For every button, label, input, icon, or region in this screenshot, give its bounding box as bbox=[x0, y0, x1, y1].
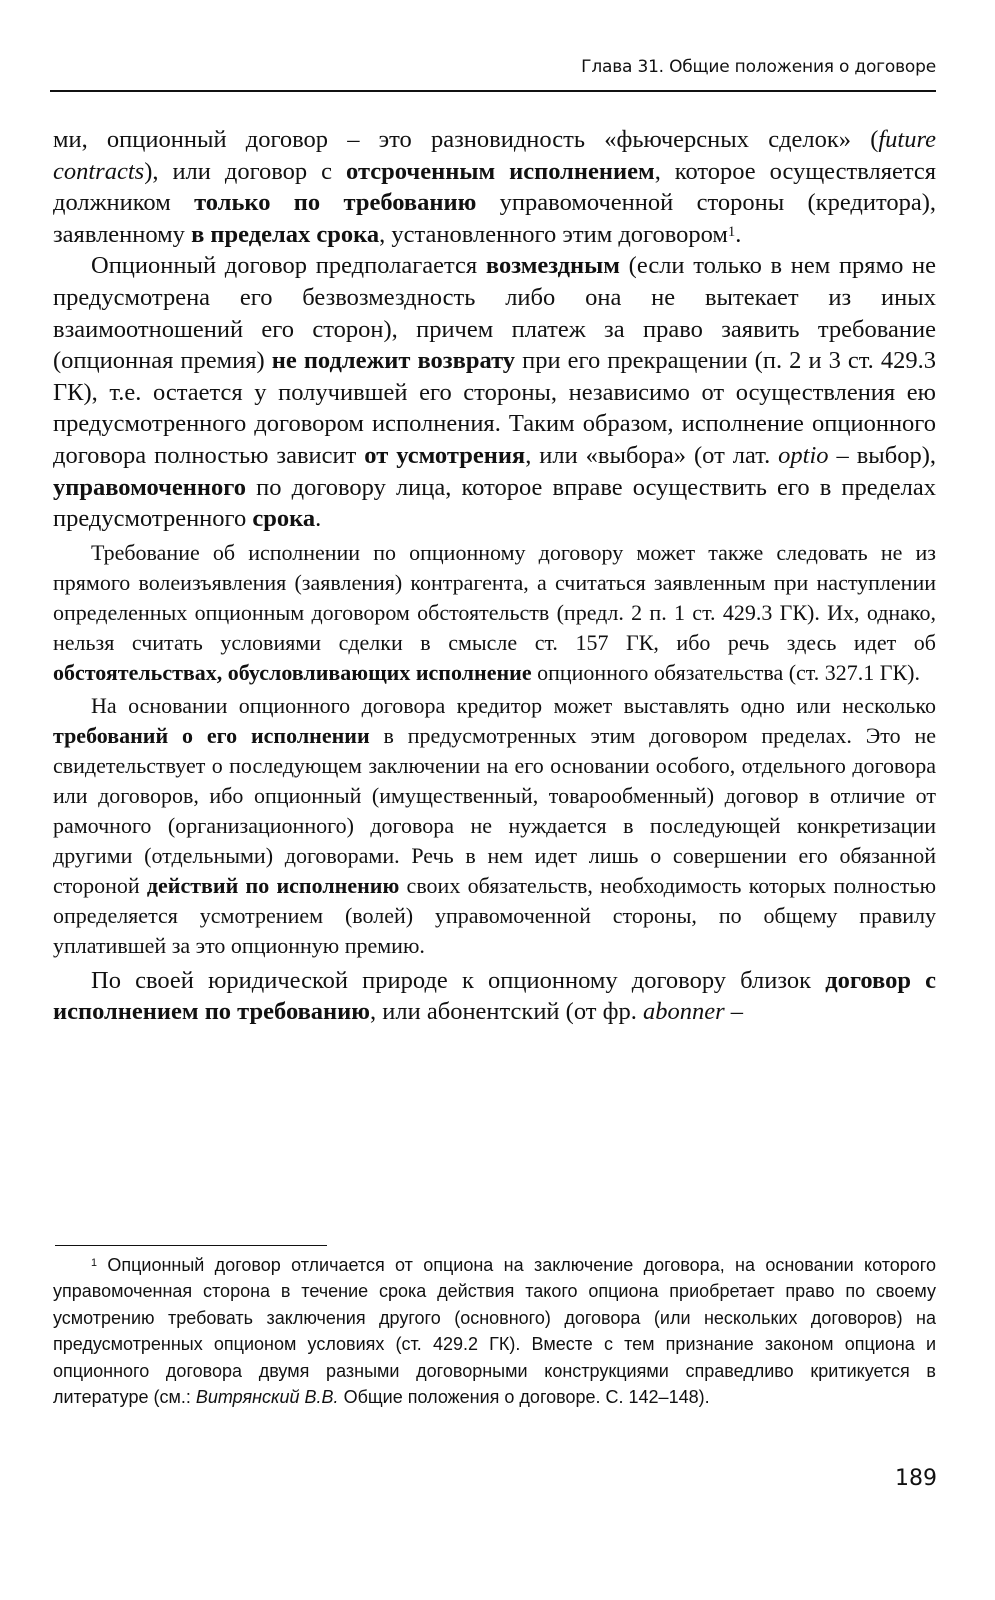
text-run: опционного обязательства (ст. 327.1 ГК). bbox=[531, 659, 920, 685]
running-header: Глава 31. Общие положения о договоре bbox=[581, 57, 936, 77]
header-rule bbox=[50, 90, 936, 92]
bold-term: только по требованию bbox=[194, 189, 477, 217]
paragraph-2 bbox=[53, 250, 936, 534]
italic-term: optio bbox=[778, 441, 829, 469]
bold-term: отсроченным исполнением bbox=[346, 157, 655, 185]
text-run: , или «выбора» (от лат. bbox=[525, 441, 779, 469]
page-number: 189 bbox=[895, 1466, 937, 1491]
footnote-text: Общие положения о договоре. С. 142–148). bbox=[338, 1387, 710, 1408]
text-run: ми, опционный договор – это разновидность «фьючерсных сделок» ( bbox=[53, 126, 879, 153]
bold-term: срока bbox=[252, 505, 316, 533]
text-run: при его прекращении (п. 2 и 3 ст. 429.3 ГК), т.е. остается у получившей его стороны, независимо от осуществления ею предусмотренного договором исполнения. Таким образом, исполнение опционного договора полностью зависит bbox=[53, 347, 936, 469]
footnote-rule bbox=[55, 1245, 327, 1246]
bold-term: не подлежит возврату bbox=[271, 347, 516, 375]
bold-term: требований о его исполнении bbox=[53, 722, 370, 748]
text-run: Опционный договор предполагается bbox=[91, 252, 486, 280]
text-run: – bbox=[724, 998, 744, 1026]
footnote-text: Опционный договор отличается от опциона на заключение договора, на основании которого управомоченная сторона в течение срока действия такого опциона приобретает право по своему усмотрению требовать заключения другого (основного) договора (или нескольких договоров) на предусмотренных опционом условиях (ст. 429.2 ГК). Вместе с тем признание законом опциона и опционного договора двумя разными договорными конструкциями справедливо критикуется в литературе (см.: bbox=[53, 1255, 936, 1408]
text-run: (если только в нем прямо не предусмотрена его безвозмездность либо она не вытекает из иных взаимоотношений его сторон), причем платеж за право заявить требование (опционная премия) bbox=[53, 252, 936, 375]
text-run: по договору лица, которое вправе осуществить его в пределах предусмотренного bbox=[53, 473, 936, 533]
text-run: , или абонентский (от фр. bbox=[370, 998, 643, 1026]
footnote bbox=[53, 1252, 936, 1410]
text-run: управомоченной стороны (кредитора), заявленному bbox=[53, 189, 936, 248]
bold-term: от усмотрения bbox=[364, 441, 526, 469]
footnote-marker: 1 bbox=[91, 1257, 98, 1269]
text-run: , установленного этим договором bbox=[379, 220, 728, 248]
main-text bbox=[53, 124, 936, 1028]
paragraph-1 bbox=[53, 124, 936, 250]
paragraph-3 bbox=[53, 538, 936, 688]
text-run: . bbox=[735, 220, 742, 248]
text-run: . bbox=[315, 505, 322, 533]
text-run: – выбор), bbox=[828, 441, 936, 469]
bold-term: возмездным bbox=[485, 252, 620, 280]
italic-term: future contracts bbox=[53, 126, 936, 185]
text-run: На основании опционного договора кредитор может выставлять одно или несколько bbox=[91, 692, 936, 718]
italic-term: abonner bbox=[642, 998, 725, 1026]
text-run: в предусмотренных этим договором пределах. Это не свидетельствует о последующем заключении на его основании особого, отдельного договора или договоров, ибо опционный (имущественный, товарообменный) договор в отличие от рамочного (организационного) договора не нуждается в последующей конкретизации другими (отдельными) договорами. Речь в нем идет лишь о совершении его обязанной стороной bbox=[53, 722, 936, 898]
text-run: ), или договор с bbox=[144, 157, 347, 185]
bold-term: обстоятельствах, обусловливающих исполнение bbox=[53, 659, 532, 685]
footnote-reference[interactable]: 1 bbox=[727, 223, 736, 240]
bold-term: действий по исполнению bbox=[146, 872, 400, 898]
text-run: Требование об исполнении по опционному договору может также следовать не из прямого волеизъявления (заявления) контрагента, а считаться заявленным при наступлении определенных опционным договором обстоятельств (предл. 2 п. 1 ст. 429.3 ГК). Их, однако, нельзя считать условиями сделки в смысле ст. 157 ГК, ибо речь здесь идет об bbox=[53, 539, 936, 655]
text-run: По своей юридической природе к опционному договору близок bbox=[91, 966, 826, 994]
footnote-author: Витрянский В.В. bbox=[195, 1387, 339, 1408]
text-run: своих обязательств, необходимость которых полностью определяется усмотрением (волей) управомоченной стороны, по общему правилу уплатившей за это опционную премию. bbox=[53, 872, 936, 958]
paragraph-5 bbox=[53, 965, 936, 1028]
bold-term: управомоченного bbox=[53, 473, 247, 501]
bold-term: договор с исполнением по требованию bbox=[53, 966, 936, 1026]
text-run: , которое осуществляется должником bbox=[53, 157, 937, 217]
bold-term: в пределах срока bbox=[191, 220, 380, 248]
paragraph-4 bbox=[53, 691, 936, 961]
